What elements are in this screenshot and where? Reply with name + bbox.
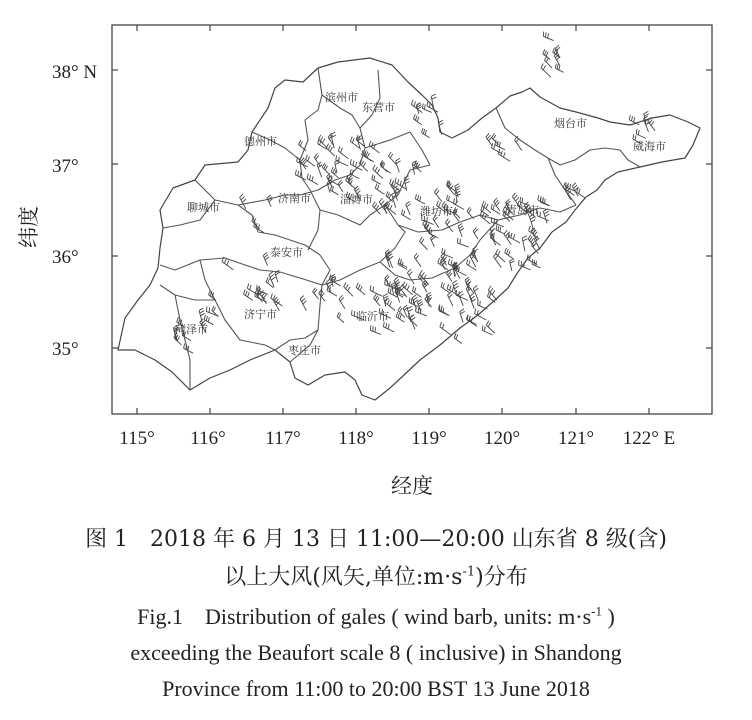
wind-barb: [322, 163, 328, 174]
wind-barbs: [173, 32, 655, 354]
city-label: 临沂市: [356, 310, 389, 323]
x-tick-label: 116°: [190, 428, 226, 449]
wind-barb: [383, 322, 394, 332]
wind-barb: [407, 269, 414, 284]
wind-barb: [470, 294, 476, 309]
y-tick-label: 35°: [52, 339, 79, 360]
city-labels: [175, 90, 666, 357]
city-label: 德州市: [244, 135, 277, 148]
wind-barb: [458, 223, 464, 237]
wind-barb: [543, 32, 553, 41]
city-label: 济宁市: [244, 308, 277, 321]
wind-barb: [396, 312, 404, 322]
wind-barb: [199, 308, 205, 323]
wind-barb: [430, 235, 435, 247]
wind-barb: [331, 132, 336, 148]
wind-barb: [510, 259, 515, 271]
y-tick-label: 38° N: [52, 62, 98, 83]
x-tick-label: 118°: [338, 428, 374, 449]
city-label: 青岛市: [506, 204, 539, 217]
city-label: 泰安市: [270, 246, 303, 259]
wind-barb: [416, 103, 421, 114]
wind-barb: [528, 235, 534, 247]
city-label: 淄博市: [340, 193, 373, 206]
wind-barb: [295, 170, 306, 180]
wind-barb: [338, 180, 343, 192]
wind-barb: [460, 309, 465, 323]
wind-barb: [375, 184, 384, 195]
wind-barb: [403, 305, 408, 317]
wind-barb: [467, 207, 474, 219]
y-tick-label: 37°: [52, 156, 79, 177]
wind-barb: [434, 188, 442, 201]
wind-barb: [440, 322, 451, 335]
caption-en-superscript: -1: [591, 603, 603, 619]
wind-barb: [337, 312, 344, 323]
wind-barb: [482, 201, 491, 213]
wind-barb: [372, 175, 381, 185]
wind-barb: [505, 248, 513, 259]
y-tick-labels: [52, 62, 97, 360]
wind-barb: [414, 253, 421, 267]
caption-cn-line1: 图 1 2018 年 6 月 13 日 11:00—20:00 山东省 8 级(含): [85, 527, 667, 552]
y-axis-title: 纬度: [17, 206, 41, 248]
wind-barb: [441, 282, 450, 292]
wind-barb: [307, 174, 318, 185]
wind-barb: [313, 288, 319, 299]
caption-en-line1-text: Fig.1 Distribution of gales ( wind barb, units: m·s: [137, 604, 592, 629]
city-label: 枣庄市: [288, 344, 321, 357]
wind-barb: [508, 232, 520, 243]
wind-barb: [267, 195, 273, 207]
caption-cn-line2-text: 以上大风(风矢,单位:m·s: [224, 565, 463, 590]
wind-barb: [495, 140, 505, 150]
city-label: 烟台市: [554, 117, 587, 130]
wind-barb: [577, 188, 586, 199]
city-label: 东营市: [362, 101, 395, 114]
wind-barb: [414, 161, 421, 172]
wind-barb: [370, 325, 381, 334]
wind-barb: [374, 294, 381, 306]
wind-barb: [300, 296, 306, 311]
wind-barb: [389, 152, 397, 165]
wind-barb: [420, 237, 428, 250]
wind-barb: [338, 146, 348, 159]
wind-barb: [453, 207, 460, 218]
wind-barb: [339, 295, 345, 309]
x-tick-label: 117°: [265, 428, 301, 449]
wind-barb: [458, 238, 469, 247]
x-tick-labels: [119, 428, 675, 449]
wind-barb: [648, 117, 655, 130]
wind-barb: [416, 307, 427, 316]
wind-barb: [346, 176, 356, 189]
wind-barb: [522, 236, 527, 252]
city-label: 威海市: [633, 140, 666, 153]
wind-barb: [431, 94, 436, 109]
wind-barb: [344, 282, 353, 296]
wind-barb: [263, 252, 269, 265]
wind-barb: [412, 286, 421, 297]
wind-barb: [318, 139, 327, 149]
wind-barb: [486, 321, 494, 334]
tick-marks: [112, 25, 712, 414]
wind-barb: [496, 249, 506, 262]
y-tick-label: 36°: [52, 247, 79, 268]
city-label: 菏泽市: [175, 323, 208, 336]
wind-barb: [422, 128, 430, 138]
x-tick-label: 121°: [557, 428, 595, 449]
wind-barb: [369, 141, 379, 153]
wind-barb: [473, 228, 478, 240]
wind-barb: [396, 158, 401, 172]
wind-barb: [543, 49, 550, 59]
wind-barb: [415, 194, 425, 204]
caption-cn-superscript: -1: [462, 564, 476, 580]
wind-barb: [636, 129, 646, 138]
wind-barb: [454, 333, 462, 343]
caption-en-line1: [0, 600, 752, 631]
x-axis-title: 经度: [391, 474, 433, 498]
wind-barb: [538, 195, 549, 205]
wind-barb: [473, 246, 478, 262]
wind-barb: [482, 326, 492, 336]
caption-en-line3: Province from 11:00 to 20:00 BST 13 June 2018: [162, 676, 590, 701]
caption-cn-line2-end: )分布: [475, 565, 528, 590]
wind-barb: [494, 198, 500, 211]
wind-barb: [330, 185, 338, 194]
x-tick-label: 119°: [411, 428, 447, 449]
wind-barb: [301, 158, 307, 169]
caption-cn-line2: [0, 560, 752, 591]
wind-barb: [498, 149, 510, 161]
city-label: 聊城市: [187, 201, 220, 214]
wind-barb: [317, 162, 322, 177]
wind-barb: [356, 283, 365, 295]
x-tick-label: 115°: [119, 428, 155, 449]
wind-barb: [448, 292, 453, 307]
wind-barb: [318, 135, 327, 148]
city-label: 滨州市: [325, 91, 358, 104]
wind-barb: [532, 259, 540, 268]
wind-barb: [403, 282, 413, 295]
city-label: 济南市: [278, 192, 311, 205]
wind-barb: [406, 201, 411, 215]
map-frame: [112, 25, 712, 414]
wind-barb: [475, 309, 487, 320]
shandong-boundaries: [118, 58, 700, 400]
x-tick-label: 120°: [483, 428, 521, 449]
wind-barb: [401, 210, 410, 220]
caption-en-line1-end: ): [602, 604, 615, 629]
wind-barb: [486, 133, 492, 146]
x-tick-label: 122° E: [622, 428, 676, 449]
caption-en-line2: exceeding the Beaufort scale 8 ( inclusive) in Shandong: [130, 640, 622, 665]
wind-barb: [306, 155, 315, 166]
city-label: 潍坊市: [420, 205, 453, 218]
wind-barb: [414, 114, 422, 125]
